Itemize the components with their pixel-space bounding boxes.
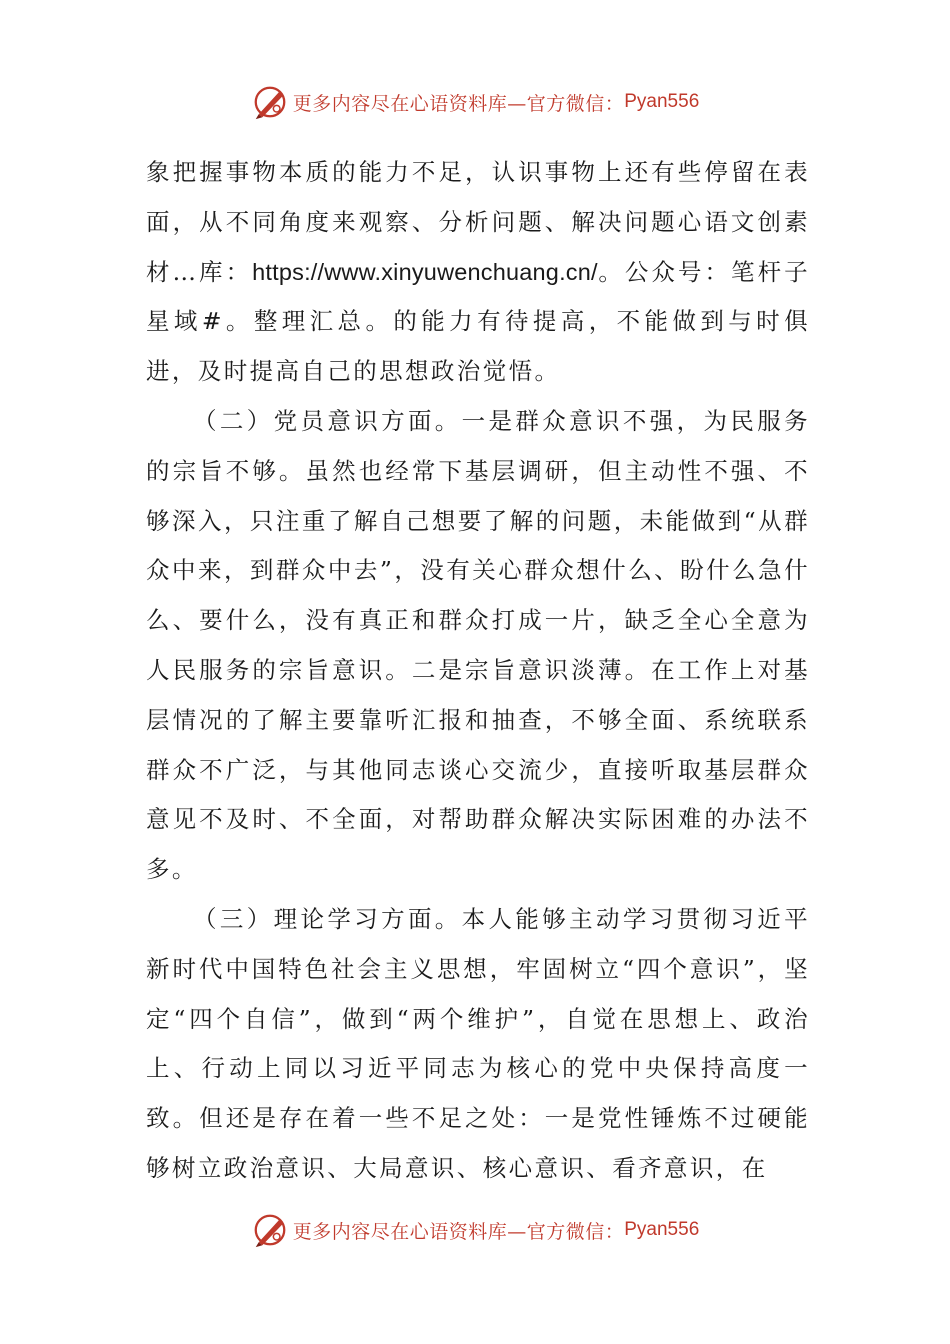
paragraph-1 xyxy=(146,148,810,397)
header-watermark xyxy=(0,82,950,122)
pen-logo-icon xyxy=(251,83,289,121)
watermark-text: 更多内容尽在心语资料库—官方微信： xyxy=(292,92,625,115)
paragraph-1-text-b: 。公众号：笔杆子星域#。整理汇总。的能力有待提高，不能做到与时俱进，及时提高自己的思想政治觉悟。 xyxy=(146,257,810,386)
wechat-id: Pyan556 xyxy=(624,91,700,112)
pen-logo-icon xyxy=(251,1211,289,1249)
paragraph-3: （三）理论学习方面。本人能够主动学习贯彻习近平新时代中国特色社会主义思想，牢固树立“四个意识”，坚定“四个自信”，做到“两个维护”，自觉在思想上、政治上、行动上同以习近平同志为核心的党中央保持高度一致。但还是存在着一些不足之处：一是党性锤炼不过硬能够树立政治意识、大局意识、核心意识、看齐意识，在 xyxy=(146,904,810,1182)
wechat-id: Pyan556 xyxy=(624,1219,700,1240)
watermark-text: 更多内容尽在心语资料库—官方微信： xyxy=(292,1220,625,1243)
paragraph-2: （二）党员意识方面。一是群众意识不强，为民服务的宗旨不够。虽然也经常下基层调研，但主动性不强、不够深入，只注重了解自己想要了解的问题，未能做到“从群众中来，到群众中去”，没有关心群众想什么、盼什么急什么、要什么，没有真正和群众打成一片，缺乏全心全意为人民服务的宗旨意识。二是宗旨意识淡薄。在工作上对基层情况的了解主要靠听汇报和抽查，不够全面、系统联系群众不广泛，与其他同志谈心交流少，直接听取基层群众意见不及时、不全面，对帮助群众解决实际困难的办法不多。 xyxy=(146,406,810,884)
paragraph-1-text-a: 象把握事物本质的能力不足，认识事物上还有些停留在表面，从不同角度来观察、分析问题、解决问题心语文创素材…库： xyxy=(146,158,810,286)
website-url: https://www.xinyuwenchuang.cn/ xyxy=(252,258,598,285)
footer-watermark xyxy=(0,1210,950,1250)
document-body xyxy=(146,148,810,1194)
